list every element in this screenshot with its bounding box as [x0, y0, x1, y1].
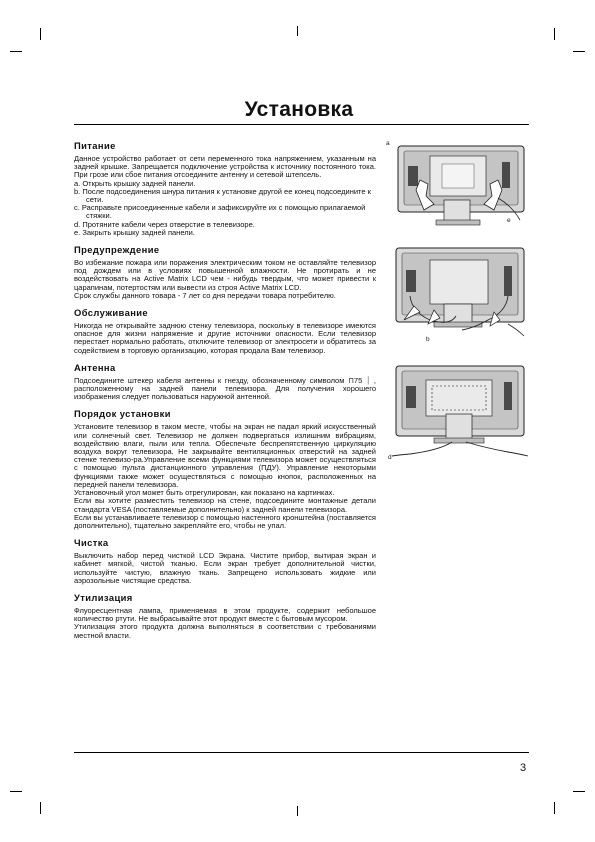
cable-tie-icon	[390, 240, 530, 340]
list-item: e. Закрыть крышку задней панели.	[74, 227, 195, 237]
section-text: Утилизация этого продукта должна выполняться в соответствии с требованиями местной власти.	[74, 622, 376, 640]
page-number: 3	[520, 762, 527, 774]
crop-mark	[10, 51, 22, 52]
list-item: a. Открыть крышку задней панели.	[74, 178, 196, 188]
section-disposal	[74, 592, 376, 640]
crop-mark	[573, 791, 585, 792]
section-warning	[74, 244, 376, 300]
section-heading: Утилизация	[74, 591, 133, 603]
figure-label-b: b	[426, 336, 430, 343]
section-heading: Порядок установки	[74, 408, 171, 420]
section-text: Флуоресцентная лампа, применяемая в этом продукте, содержит небольшое количество ртути. Не выбрасывайте этот продукт вместе с бытовым мусором.	[74, 605, 376, 624]
section-text: Установочный угол может быть отрегулирован, как показано на картинках.	[74, 488, 335, 498]
section-text: Если вы хотите разместить телевизор на стене, подсоедините монтажные детали стандарта VESA (поставляемые дополнительно) к задней панели телевизора.	[74, 496, 376, 514]
section-service	[74, 307, 376, 355]
figure-label-e: e	[507, 217, 511, 224]
crop-mark	[297, 26, 298, 36]
section-text: Срок службы данного товара - 7 лет со дня передачи товара потребителю.	[74, 290, 336, 300]
section-heading: Антенна	[74, 361, 116, 373]
crop-mark	[554, 802, 555, 814]
crop-mark	[554, 28, 555, 40]
section-text: Установите телевизор в таком месте, чтобы на экран не падал яркий искусственный или солнечный свет. Телевизор не должен подвергаться излишним вибрациям, воздействию влаги, пыли или тепла. Обеспечьте беспрепятственную циркуляцию воздуха вокруг телевизора. Не закрывайте вентиляционных отверстий на задней стенке телевизо-ра.Управление всеми функциями телевизора может осуществляться с помощью пульта дистанционного управления (ПДУ). Управление некоторыми функциями также может осуществляться с помощью кнопок, расположенных на передней панели телевизора.	[74, 422, 376, 489]
section-text: Выключить набор перед чисткой LCD Экрана. Чистите прибор, вытирая экран и кабинет мягкой, чистой тканью. Если экран требует дополнительной чистки, используйте чистую, влажную ткань. Запрещено использовать жидкие или аэрозольные чистящие средства.	[74, 551, 376, 585]
section-heading: Обслуживание	[74, 307, 149, 319]
crop-mark	[40, 802, 41, 814]
section-text: Никогда не открывайте заднюю стенку телевизора, поскольку в телевизоре имеются опасное для жизни напряжение и другие источники опасности. Если телевизор перестает нормально работать, отключите телевизор от электросети и обратитесь за содействием в торговую организацию, которая продала Вам телевизор.	[74, 321, 376, 355]
section-heading: Чистка	[74, 537, 109, 549]
footer-rule	[74, 752, 529, 753]
list-item: d. Протяните кабели через отверстие в телевизоре.	[74, 219, 255, 229]
section-text: Данное устройство работает от сети переменного тока напряжением, указанным на задней крышке. Запрещается подключение устройства к источнику постоянного тока. При грозе или сбое питания отсоедините антенну и сетевой штепсель.	[74, 154, 376, 180]
main-text-column	[74, 140, 376, 647]
title-rule	[74, 124, 529, 125]
step-list	[74, 180, 376, 237]
crop-mark	[297, 806, 298, 816]
figure-cable-tie	[390, 240, 530, 350]
section-cleaning	[74, 537, 376, 585]
section-text: Если вы устанавливаете телевизор с помощью настенного кронштейна (поставляется дополнительно), тщательно закрепляйте его, чтобы не упал.	[74, 512, 376, 530]
crop-mark	[10, 791, 22, 792]
page-title: Установка	[244, 98, 354, 121]
figure-label-d: d	[388, 454, 392, 461]
crop-mark	[573, 51, 585, 52]
crop-mark	[40, 28, 41, 40]
list-item: b. После подсоединения шнура питания к установке другой ее конец подсоедините к сети.	[74, 186, 371, 205]
section-installation	[74, 408, 376, 530]
figure-label-a: a	[386, 140, 390, 147]
section-power	[74, 140, 376, 237]
section-heading: Предупреждение	[74, 244, 160, 256]
power-cable-icon	[390, 358, 530, 458]
figure-back-cover	[386, 140, 530, 230]
section-heading: Питание	[74, 140, 116, 151]
list-item: c. Расправьте присоединенные кабели и зафиксируйте их с помощью прилагаемой стяжки.	[74, 203, 366, 221]
section-antenna	[74, 362, 376, 402]
section-text: Во избежание пожара или поражения электрическим током не оставляйте телевизор под дождем или в условиях повышенной влажности. Не протирать и не воздействовать на Active Matrix LCD чем - нибудь твердым, что может привести к царапинам, потертостям или вывести из строя Active Matrix LCD.	[74, 258, 376, 292]
figure-cable-routing	[390, 358, 530, 468]
section-text: Подсоедините штекер кабеля антенны к гнезду, обозначенному символом ⊓75 ⏐ , расположенному на задней панели телевизора. Для получения хорошего изображения следует пользоваться наружной антенной.	[74, 375, 376, 402]
